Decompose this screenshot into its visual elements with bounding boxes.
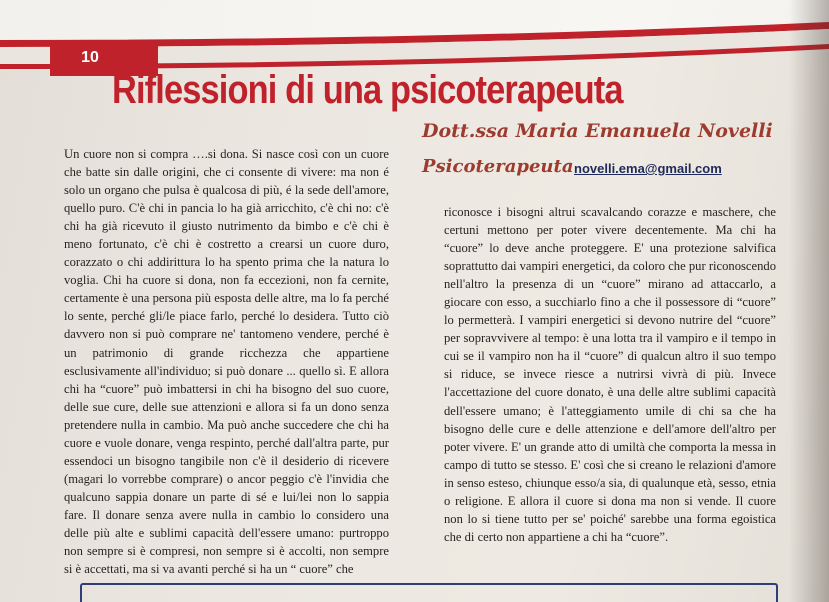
author-role: Psicoterapeuta — [422, 156, 574, 177]
page-number: 10 — [81, 49, 99, 66]
author-name: Dott.ssa Maria Emanuela Novelli — [422, 120, 773, 142]
article-column-left: Un cuore non si compra ….si dona. Si nasce così con un cuore che batte sin dalle origini, che ci consente di vivere: ma non é solo un organo che pulsa è qualcosa di più, é la sede dell'amore, quello puro. C'è chi in pancia lo ha già arricchito, c'è chi no: c'è chi ha già ricevuto il giusto nutrimento da bimbo e c'è chi è meno fortunato, c'è chi è costretto a crearsi un cuore duro, corazzato o chi addirittura lo ha spento prima che la natura lo voglia. Chi ha cuore si dona, non fa eccezioni, non fa cernite, certamente è una persona più esposta delle altre, ma lo fa perché lo sente, perché gli/le piace farlo, perché lo desidera. Tutto ciò davvero non si può comprare ne' tantomeno vendere, perché è un patrimonio di grande ricchezza che appartiene esclusivamente all'individuo; si può donare ... quello sì. E allora chi ha “cuore” può imbattersi in chi ha bisogno del suo cuore, delle sue cure, delle sue attenzioni e allora si fa un dono senza pretendere nulla in cambio. Ma può anche succedere che chi ha cuore e vuole donare, venga respinto, perché dall'altra parte, pur essendoci un bisogno tangibile non c'è il desiderio di ricevere (magari lo vorrebbe comprare) o ancor peggio c'è l'invidia che qualcuno sappia donare un parte di sé e lui/lei non lo sappia fare. Il donare senza avere nulla in cambio lo considero una delle più alte e sublimi capacità dell'essere umano: purtroppo non sempre si è compresi, non sempre si è accolti, non sempre si è accettati, ma si va avanti perché si ha un “ cuore” che — [64, 147, 389, 577]
bottom-frame-box — [80, 583, 778, 602]
article-column-right: riconosce i bisogni altrui scavalcando corazze e maschere, che certuni mettono per poter vivere decentemente. Ma chi ha “cuore” lo deve anche proteggere. E' una protezione salvifica soprattutto dai vampiri energetici, da coloro che pur riconoscendo nell'altro la presenza di un “cuore” mirano ad attaccarlo, a giocare con esso, a succhiarlo fino a che il possessore di “cuore” lo permetterà. I vampiri energetici si devono nutrire del “cuore” per sopravvivere al tempo: è una lotta tra il vampiro e il tempo in cui se il vampiro non ha il “cuore” di qualcun altro il suo tempo si riduce, se invece riesce a nutrirsi vivrà di più. Invece l'accettazione del cuore donato, è una delle altre sublimi capacità dell'essere umano; è l'atteggiamento umile di chi sa che ha bisogno delle cure e delle attenzione e dell'amore dell'altro per poter vivere. E' un grande atto di umiltà che comporta la messa in campo di tutto se stesso. E' così che si creano le relazioni d'amore in senso esteso, chiunque esso/a sia, di qualunque età, sesso, etnia o religione. E allora il cuore si dona ma non si vende. Il cuore non lo si tiene tutto per se' poiché' sarebbe una forma egoistica che di certo non appartiene a chi ha “cuore”. — [444, 205, 776, 544]
article-title: Riflessioni di una psicoterapeuta — [112, 68, 623, 112]
author-email-link[interactable]: novelli.ema@gmail.com — [574, 161, 722, 176]
